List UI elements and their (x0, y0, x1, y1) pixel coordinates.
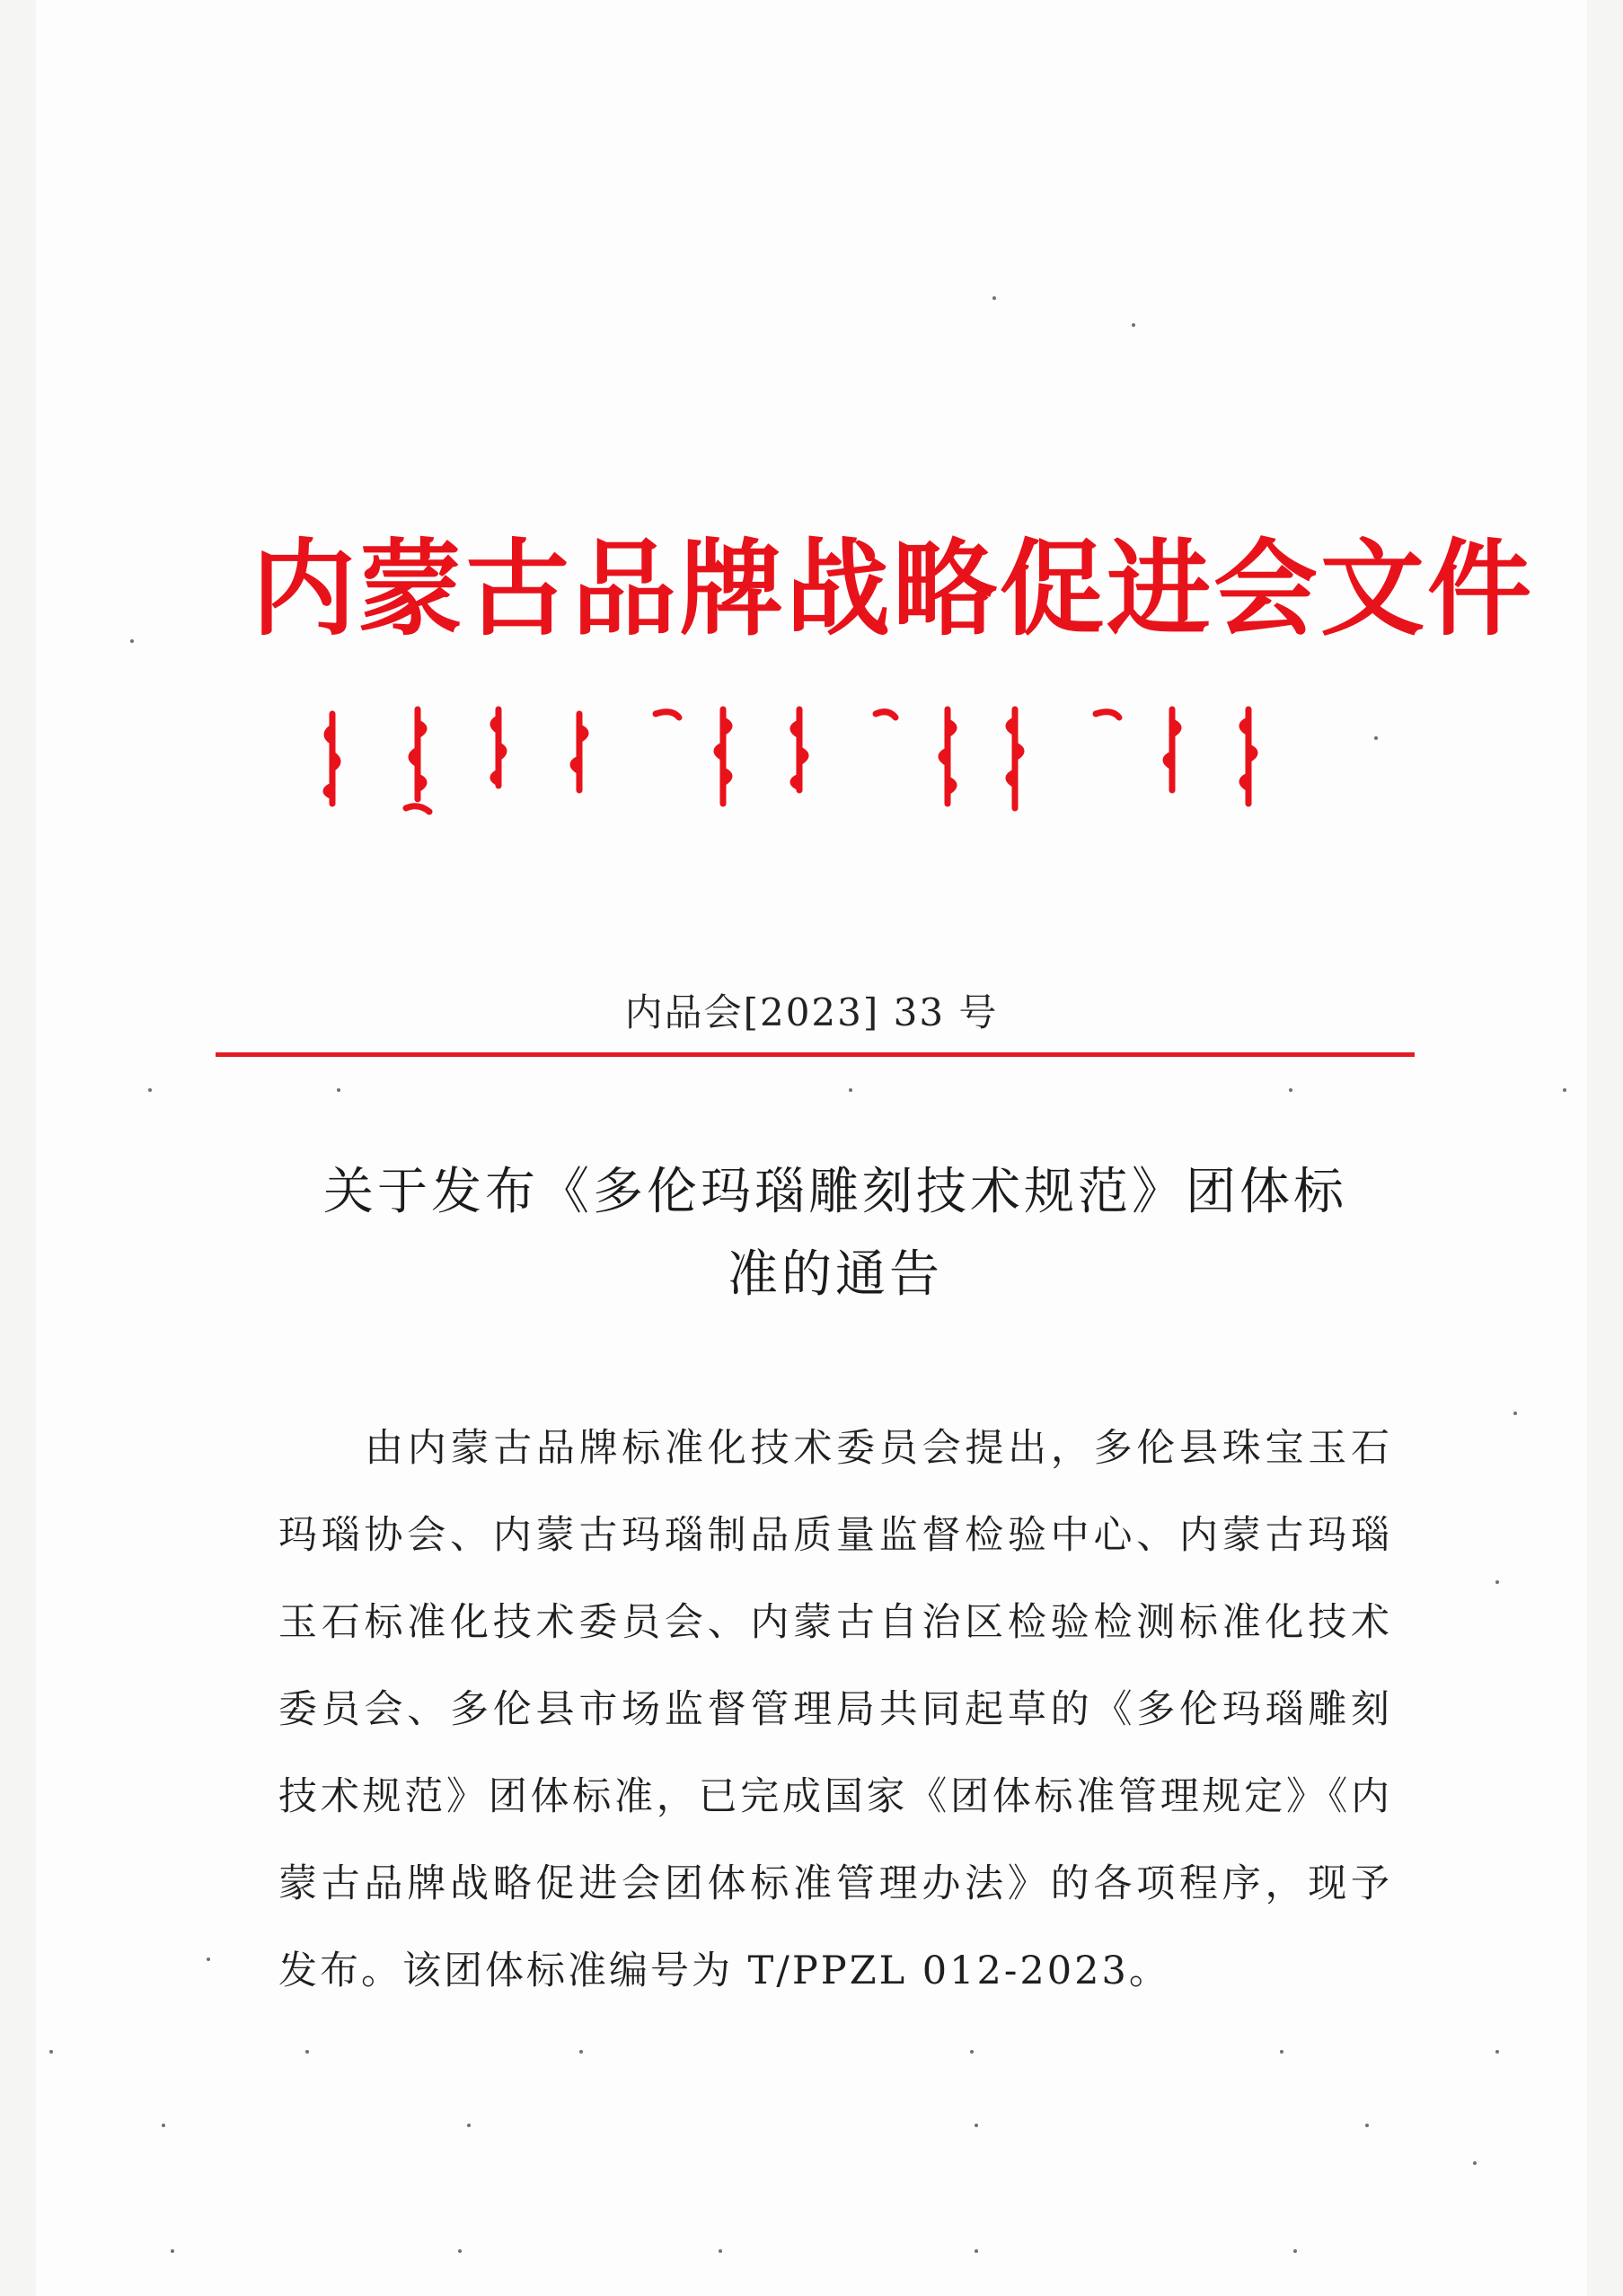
scan-speck (992, 296, 996, 300)
scan-speck (1495, 1580, 1499, 1584)
scan-speck (1289, 1088, 1292, 1092)
scan-speck (162, 2124, 165, 2127)
notice-title (278, 1151, 1392, 1316)
scan-speck (849, 1088, 852, 1092)
scan-speck (1513, 1412, 1517, 1415)
org-header-title: 内蒙古品牌战略促进会文件 (251, 528, 1534, 650)
scan-speck (975, 2249, 978, 2253)
mongolian-script-graphic (287, 700, 1383, 826)
document-page (36, 0, 1587, 2296)
scan-speck (1365, 2124, 1369, 2127)
scan-speck (49, 2050, 53, 2054)
scan-speck (719, 2249, 722, 2253)
notice-title-line-1: 关于发布《多伦玛瑙雕刻技术规范》团体标 (323, 1163, 1347, 1221)
scan-speck (171, 2249, 174, 2253)
scan-speck (148, 1088, 152, 1092)
notice-body-paragraph: 由内蒙古品牌标准化技术委员会提出，多伦县珠宝玉石玛瑙协会、内蒙古玛瑙制品质量监督检验中心、内蒙古玛瑙玉石标准化技术委员会、内蒙古自治区检验检测标准化技术委员会、多伦县市场监督管理局共同起草的《多伦玛瑙雕刻技术规范》团体标准，已完成国家《团体标准管理规定》《内蒙古品牌战略促进会团体标准管理办法》的各项程序，现予发布。该团体标准编号为 T/PPZL 012-2023。 (278, 1426, 1392, 1993)
document-number: 内品会[2023] 33 号 (624, 990, 999, 1034)
scan-speck (975, 2124, 978, 2127)
scan-speck (1132, 323, 1135, 327)
scan-speck (1473, 2161, 1477, 2165)
notice-title-line-2: 准的通告 (728, 1245, 943, 1304)
scan-speck (1293, 2249, 1297, 2253)
scan-speck (1495, 2050, 1499, 2054)
scan-speck (130, 639, 134, 643)
scan-speck (970, 2050, 974, 2054)
mongolian-script-header (287, 700, 1383, 826)
header-divider (216, 1052, 1415, 1057)
scan-speck (207, 1957, 210, 1961)
scan-speck (337, 1088, 340, 1092)
scan-speck (467, 2124, 471, 2127)
scan-speck (1563, 1088, 1566, 1092)
scan-speck (305, 2050, 309, 2054)
scan-speck (1280, 2050, 1283, 2054)
scan-speck (579, 2050, 583, 2054)
scan-speck (458, 2249, 462, 2253)
